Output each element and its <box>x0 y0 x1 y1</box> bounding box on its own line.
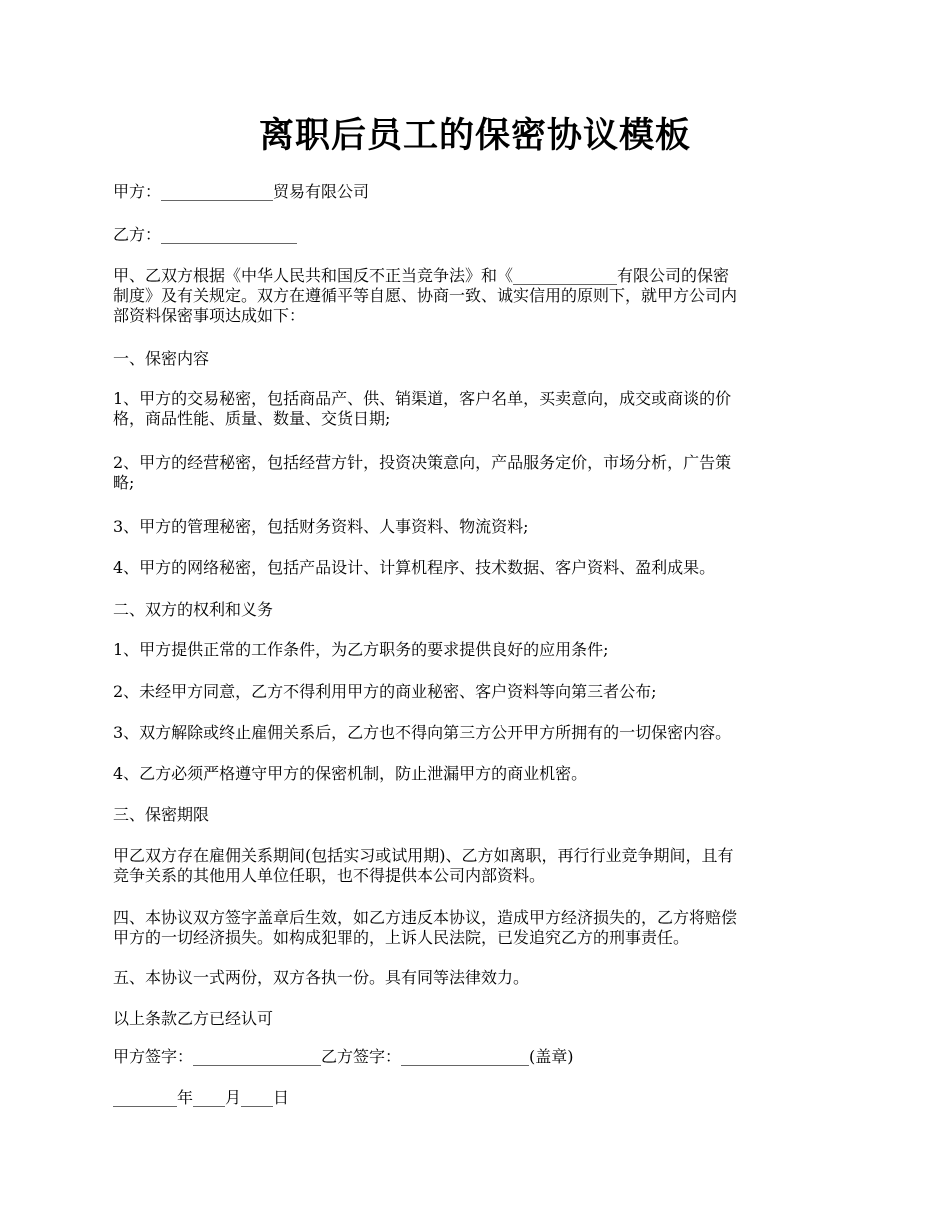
section-2-item-3: 3、双方解除或终止雇佣关系后，乙方也不得向第三方公开甲方所拥有的一切保密内容。 <box>113 723 732 742</box>
paragraph-line: 四、本协议双方签字盖章后生效，如乙方违反本协议，造成甲方经济损失的，乙方将赔偿 <box>113 908 738 927</box>
paragraph-line: 略; <box>113 473 135 492</box>
section-4-paragraph <box>113 908 835 948</box>
paragraph-line: 格，商品性能、质量、数量、交货日期; <box>113 409 391 428</box>
intro-line: 制度》及有关规定。双方在遵循平等自愿、协商一致、诚实信用的原则下，就甲方公司内 <box>113 286 738 305</box>
signature-line: 甲方签字：________________乙方签字：________________(盖章) <box>113 1047 574 1066</box>
section-2-item-1: 1、甲方提供正常的工作条件，为乙方职务的要求提供良好的应用条件; <box>113 640 609 659</box>
section-1-item-2 <box>113 453 835 493</box>
document-title: 离职后员工的保密协议模板 <box>258 115 691 156</box>
section-3-paragraph <box>113 846 835 886</box>
paragraph-line: 甲乙双方存在雇佣关系期间(包括实习或试用期)、乙方如离职，再行行业竞争期间，且有 <box>113 846 734 865</box>
acknowledgement-line: 以上条款乙方已经认可 <box>113 1009 274 1028</box>
party-b-line: 乙方：_________________ <box>113 225 298 244</box>
section-5-paragraph: 五、本协议一式两份，双方各执一份。具有同等法律效力。 <box>113 968 530 987</box>
section-1-heading: 一、保密内容 <box>113 349 210 368</box>
date-line: ________年____月____日 <box>113 1088 290 1107</box>
intro-line: 部资料保密事项达成如下： <box>113 306 306 325</box>
intro-line: 甲、乙双方根据《中华人民共和国反不正当竞争法》和《_____________有限公司的保密 <box>113 266 730 285</box>
paragraph-line: 甲方的一切经济损失。如构成犯罪的，上诉人民法院，已发追究乙方的刑事责任。 <box>113 928 690 947</box>
section-1-item-3: 3、甲方的管理秘密，包括财务资料、人事资料、物流资料; <box>113 517 529 536</box>
intro-paragraph <box>113 266 835 326</box>
party-a-line: 甲方：______________贸易有限公司 <box>113 182 370 201</box>
section-2-heading: 二、双方的权利和义务 <box>113 600 274 619</box>
paragraph-line: 竞争关系的其他用人单位任职，也不得提供本公司内部资料。 <box>113 866 546 885</box>
paragraph-line: 1、甲方的交易秘密，包括商品产、供、销渠道，客户名单，买卖意向，成交或商谈的价 <box>113 389 732 408</box>
paragraph-line: 2、甲方的经营秘密，包括经营方针，投资决策意向，产品服务定价，市场分析，广告策 <box>113 453 732 472</box>
section-3-heading: 三、保密期限 <box>113 805 210 824</box>
section-2-item-2: 2、未经甲方同意，乙方不得利用甲方的商业秘密、客户资料等向第三者公布; <box>113 682 657 701</box>
section-1-item-4: 4、甲方的网络秘密，包括产品设计、计算机程序、技术数据、客户资料、盈利成果。 <box>113 558 716 577</box>
section-2-item-4: 4、乙方必须严格遵守甲方的保密机制，防止泄漏甲方的商业机密。 <box>113 764 588 783</box>
section-1-item-1 <box>113 389 835 429</box>
